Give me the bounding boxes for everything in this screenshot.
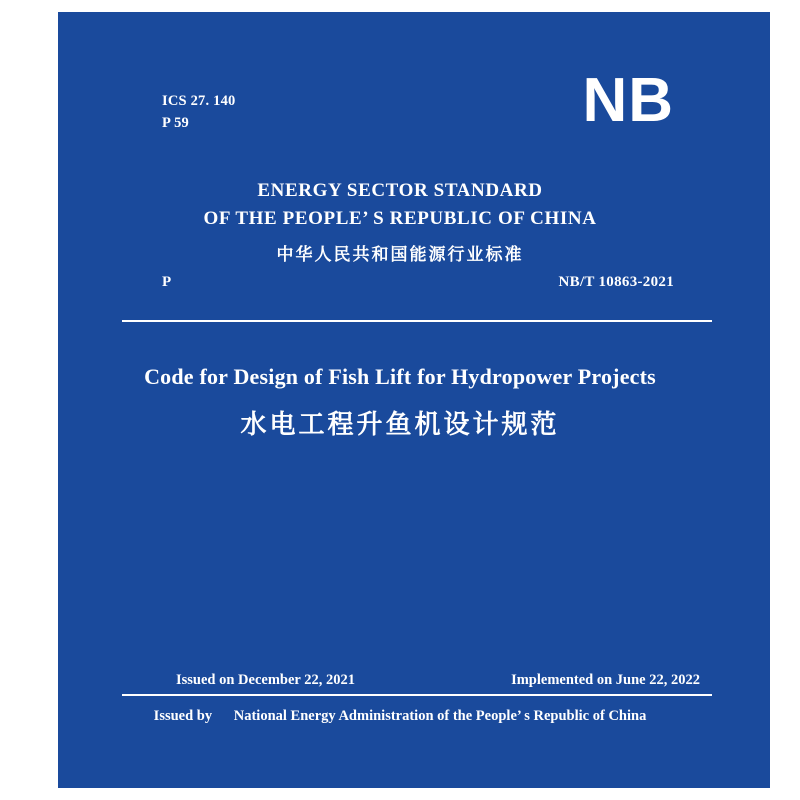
issued-by-organization: National Energy Administration of the People’ s Republic of China <box>233 708 647 724</box>
issue-date: Issued on December 22, 2021 <box>176 672 355 688</box>
implementation-date: Implemented on June 22, 2022 <box>511 672 700 688</box>
document-title-chinese: 水电工程升鱼机设计规范 <box>240 410 560 440</box>
standard-number: NB/T 10863-2021 <box>558 274 674 290</box>
cover-left-margin-strip <box>30 12 58 788</box>
divider-top <box>122 320 712 322</box>
issuing-org-line-chinese: 中华人民共和国能源行业标准 <box>276 245 524 265</box>
issuing-org-line-1: ENERGY SECTOR STANDARD <box>257 180 543 201</box>
issuing-org-line-2: OF THE PEOPLE’ S REPUBLIC OF CHINA <box>203 208 597 229</box>
classification-number: P 59 <box>162 115 189 132</box>
document-title-english: Code for Design of Fish Lift for Hydropower Projects <box>144 364 656 389</box>
ics-number: ICS 27. 140 <box>162 93 236 109</box>
divider-bottom <box>122 694 712 696</box>
cover-left-accent-bar <box>58 12 62 788</box>
ics-block <box>162 90 236 135</box>
category-code: P <box>162 274 172 290</box>
issued-by-label: Issued by <box>153 708 213 724</box>
issued-by-row <box>30 708 770 725</box>
standard-cover <box>30 12 770 788</box>
nb-logo: NB <box>582 66 674 135</box>
dates-row <box>122 672 712 689</box>
